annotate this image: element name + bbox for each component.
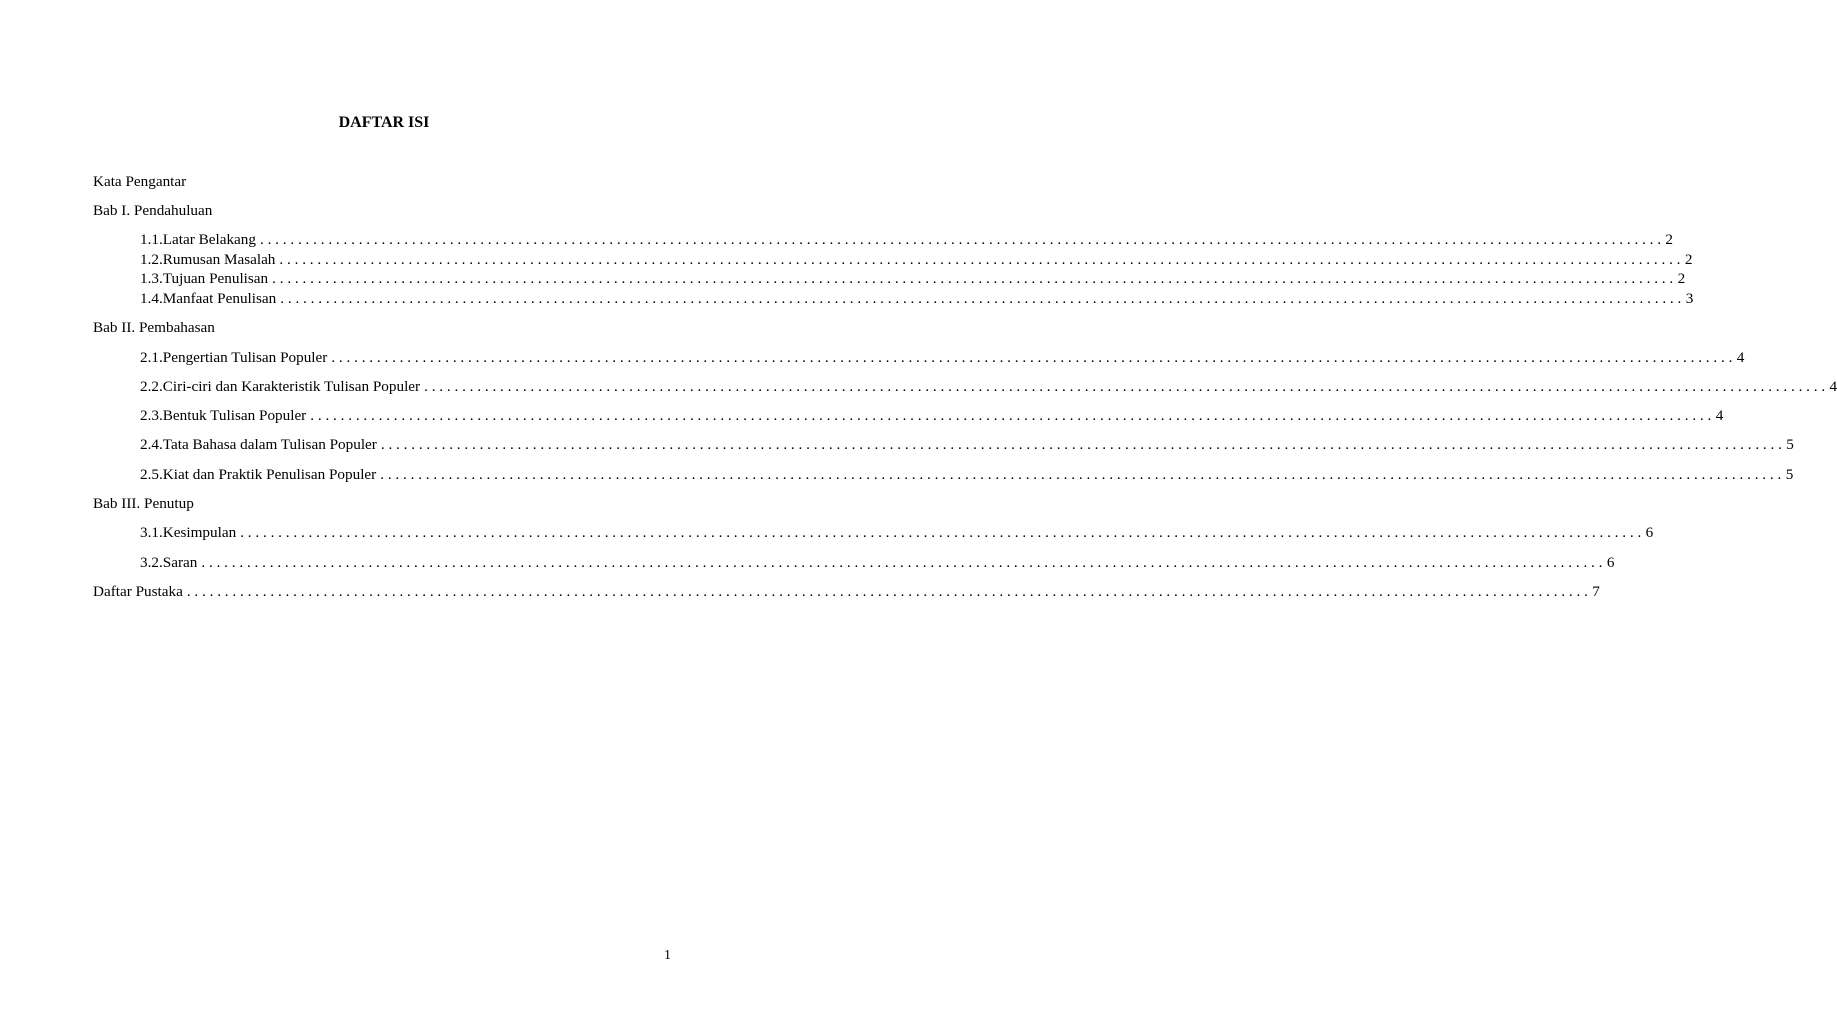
toc-entry-2-1 [140,348,1745,368]
toc-entry-label: Latar Belakang [162,231,256,248]
toc-entry-3-2 [140,553,1615,573]
toc-entry-page: 2 [1665,231,1674,248]
toc-entry-label: Tujuan Penulisan [162,270,269,287]
toc-entry-number: 1.2. [140,251,163,268]
toc-entry-1-4 [140,289,1694,309]
toc-entry-number: 2.2. [140,378,163,395]
toc-entry-daftar-pustaka [93,582,1600,602]
toc-entry-2-4 [140,435,1794,455]
toc-entry-2-2 [140,377,1837,397]
toc-entry-label: Pengertian Tulisan Populer [162,349,328,366]
toc-heading-bab-2: Bab II. Pembahasan [93,319,215,336]
toc-entry-label: Saran [162,554,198,571]
toc-entry-number: 2.4. [140,436,163,453]
toc-dot-leader: . . . . . . . . . . . . . . . . . . . . . . . . . . . . . . . . . . . . . . . . . . . . . . . . . . . . . . . . . . . . . . . . . . . . . . . . . . . . . . . . . . . . . . . . . . . . . . . . . . . . . . . . . . . . . . . . . . . . . . . . . . . . . . . . . . . . . . . . . . . . . . . . . . . . . . . . . . . . . . . . . . . . . . . . . . . . . . . . . . . . . . . . . [201,554,1603,571]
toc-entry-number: 1.1. [140,231,163,248]
toc-entry-page: 6 [1606,554,1615,571]
toc-entry-page: 3 [1685,290,1694,307]
toc-entry-label: Ciri-ciri dan Karakteristik Tulisan Populer [162,378,421,395]
toc-entry-page: 6 [1645,524,1654,541]
toc-entry-3-1 [140,523,1654,543]
toc-dot-leader: . . . . . . . . . . . . . . . . . . . . . . . . . . . . . . . . . . . . . . . . . . . . . . . . . . . . . . . . . . . . . . . . . . . . . . . . . . . . . . . . . . . . . . . . . . . . . . . . . . . . . . . . . . . . . . . . . . . . . . . . . . . . . . . . . . . . . . . . . . . . . . . . . . . . . . . . . . . . . . . . . . . . . . . . . . . . . . . . . . . . . . . . . [331,349,1733,366]
page-number: 1 [664,948,671,963]
toc-entry-page: 4 [1736,349,1745,366]
toc-dot-leader: . . . . . . . . . . . . . . . . . . . . . . . . . . . . . . . . . . . . . . . . . . . . . . . . . . . . . . . . . . . . . . . . . . . . . . . . . . . . . . . . . . . . . . . . . . . . . . . . . . . . . . . . . . . . . . . . . . . . . . . . . . . . . . . . . . . . . . . . . . . . . . . . . . . . . . . . . . . . . . . . . . . . . . . . . . . . . . . . . . . . . . . . . [240,524,1642,541]
toc-entry-page: 5 [1785,466,1794,483]
toc-dot-leader: . . . . . . . . . . . . . . . . . . . . . . . . . . . . . . . . . . . . . . . . . . . . . . . . . . . . . . . . . . . . . . . . . . . . . . . . . . . . . . . . . . . . . . . . . . . . . . . . . . . . . . . . . . . . . . . . . . . . . . . . . . . . . . . . . . . . . . . . . . . . . . . . . . . . . . . . . . . . . . . . . . . . . . . . . . . . . . . . . . . . . . . . . [259,231,1662,248]
toc-entry-1-3 [140,269,1686,289]
toc-entry-number: 2.1. [140,349,163,366]
toc-entry-label: Manfaat Penulisan [162,290,277,307]
toc-entry-number: 3.1. [140,524,163,541]
toc-entry-number: 1.3. [140,270,163,287]
toc-dot-leader: . . . . . . . . . . . . . . . . . . . . . . . . . . . . . . . . . . . . . . . . . . . . . . . . . . . . . . . . . . . . . . . . . . . . . . . . . . . . . . . . . . . . . . . . . . . . . . . . . . . . . . . . . . . . . . . . . . . . . . . . . . . . . . . . . . . . . . . . . . . . . . . . . . . . . . . . . . . . . . . . . . . . . . . . . . . . . . . . . . . . . . . . . [186,583,1588,600]
toc-entry-page: 4 [1829,378,1837,395]
toc-entry-label: Kiat dan Praktik Penulisan Populer [162,466,377,483]
toc-entry-page: 2 [1684,251,1693,268]
toc-entry-page: 5 [1786,436,1794,453]
toc-dot-leader: . . . . . . . . . . . . . . . . . . . . . . . . . . . . . . . . . . . . . . . . . . . . . . . . . . . . . . . . . . . . . . . . . . . . . . . . . . . . . . . . . . . . . . . . . . . . . . . . . . . . . . . . . . . . . . . . . . . . . . . . . . . . . . . . . . . . . . . . . . . . . . . . . . . . . . . . . . . . . . . . . . . . . . . . . . . . . . . . . . . . . . . . . [310,407,1712,424]
toc-heading-kata-pengantar: Kata Pengantar [93,173,187,190]
toc-entry-number: 2.3. [140,407,163,424]
toc-entry-2-5 [140,465,1794,485]
toc-entry-number: 3.2. [140,554,163,571]
toc-entry-label: Rumusan Masalah [162,251,276,268]
toc-entry-number: 2.5. [140,466,163,483]
toc-entry-number: 1.4. [140,290,163,307]
toc-heading-bab-1: Bab I. Pendahuluan [93,202,213,219]
toc-entry-page: 4 [1715,407,1724,424]
toc-dot-leader: . . . . . . . . . . . . . . . . . . . . . . . . . . . . . . . . . . . . . . . . . . . . . . . . . . . . . . . . . . . . . . . . . . . . . . . . . . . . . . . . . . . . . . . . . . . . . . . . . . . . . . . . . . . . . . . . . . . . . . . . . . . . . . . . . . . . . . . . . . . . . . . . . . . . . . . . . . . . . . . . . . . . . . . . . . . . . . . . . . . . . . . . . [272,270,1674,287]
toc-entry-label: Bentuk Tulisan Populer [162,407,307,424]
toc-entry-2-3 [140,406,1724,426]
toc-dot-leader: . . . . . . . . . . . . . . . . . . . . . . . . . . . . . . . . . . . . . . . . . . . . . . . . . . . . . . . . . . . . . . . . . . . . . . . . . . . . . . . . . . . . . . . . . . . . . . . . . . . . . . . . . . . . . . . . . . . . . . . . . . . . . . . . . . . . . . . . . . . . . . . . . . . . . . . . . . . . . . . . . . . . . . . . . . . . . . . . . . . . . . . . . [424,378,1826,395]
toc-heading-bab-3: Bab III. Penutup [93,495,194,512]
toc-entry-1-2 [140,250,1693,270]
toc-dot-leader: . . . . . . . . . . . . . . . . . . . . . . . . . . . . . . . . . . . . . . . . . . . . . . . . . . . . . . . . . . . . . . . . . . . . . . . . . . . . . . . . . . . . . . . . . . . . . . . . . . . . . . . . . . . . . . . . . . . . . . . . . . . . . . . . . . . . . . . . . . . . . . . . . . . . . . . . . . . . . . . . . . . . . . . . . . . . . . . . . . . . . . . . . [380,436,1782,453]
toc-entry-page: 7 [1592,583,1600,600]
toc-dot-leader: . . . . . . . . . . . . . . . . . . . . . . . . . . . . . . . . . . . . . . . . . . . . . . . . . . . . . . . . . . . . . . . . . . . . . . . . . . . . . . . . . . . . . . . . . . . . . . . . . . . . . . . . . . . . . . . . . . . . . . . . . . . . . . . . . . . . . . . . . . . . . . . . . . . . . . . . . . . . . . . . . . . . . . . . . . . . . . . . . . . . . . . . . [279,251,1681,268]
toc-entry-1-1 [140,230,1674,250]
toc-entry-label: Daftar Pustaka [93,583,183,600]
toc-entry-label: Kesimpulan [162,524,237,541]
page-title: DAFTAR ISI [338,114,430,131]
toc-dot-leader: . . . . . . . . . . . . . . . . . . . . . . . . . . . . . . . . . . . . . . . . . . . . . . . . . . . . . . . . . . . . . . . . . . . . . . . . . . . . . . . . . . . . . . . . . . . . . . . . . . . . . . . . . . . . . . . . . . . . . . . . . . . . . . . . . . . . . . . . . . . . . . . . . . . . . . . . . . . . . . . . . . . . . . . . . . . . . . . . . . . . . . . . . [380,466,1782,483]
toc-entry-page: 2 [1677,270,1686,287]
toc-entry-label: Tata Bahasa dalam Tulisan Populer [162,436,377,453]
toc-dot-leader: . . . . . . . . . . . . . . . . . . . . . . . . . . . . . . . . . . . . . . . . . . . . . . . . . . . . . . . . . . . . . . . . . . . . . . . . . . . . . . . . . . . . . . . . . . . . . . . . . . . . . . . . . . . . . . . . . . . . . . . . . . . . . . . . . . . . . . . . . . . . . . . . . . . . . . . . . . . . . . . . . . . . . . . . . . . . . . . . . . . . . . . . . [280,290,1682,307]
